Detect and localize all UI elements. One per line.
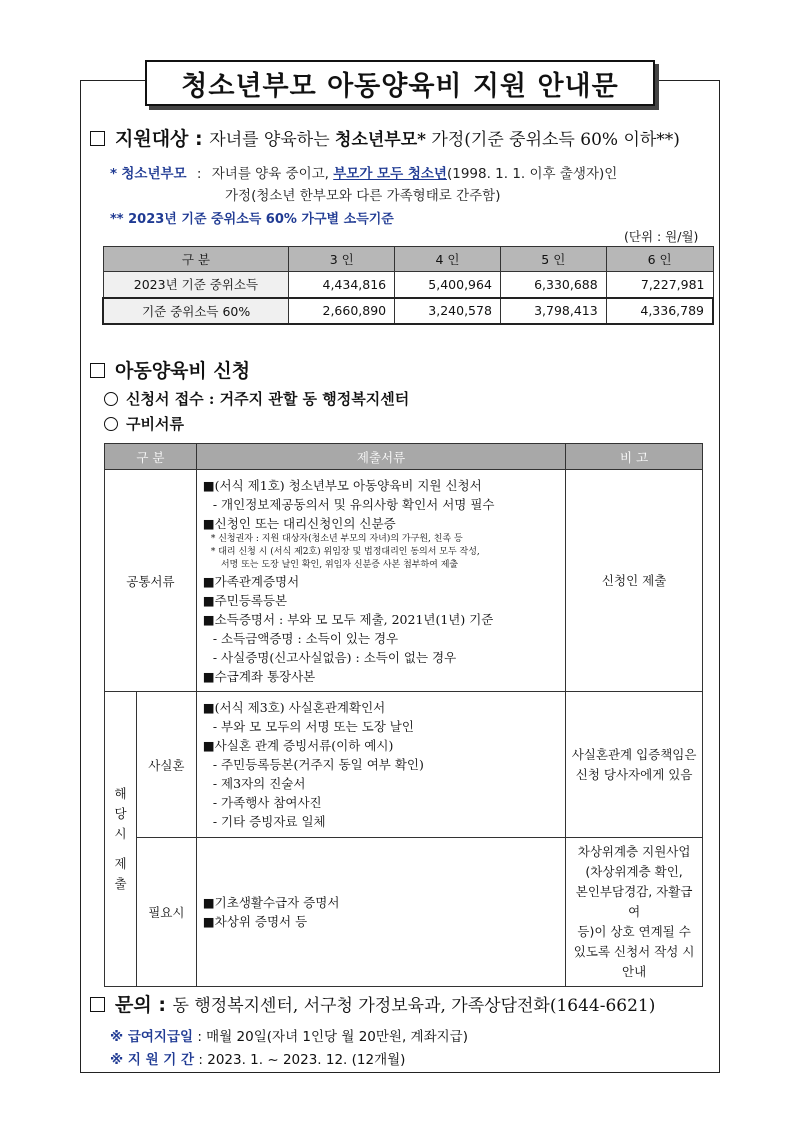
remark-needed: 차상위계층 지원사업 (차상위계층 확인, 본인부담경감, 자활급여 등)이 상호 연계될 수 있도록 신청서 작성 시 안내	[566, 838, 703, 987]
row-label: 2023년 기준 중위소득	[103, 272, 289, 298]
doc-line: ■주민등록등본	[202, 592, 288, 608]
unit-label: (단위 : 원/월)	[624, 229, 699, 244]
doc-line: - 기타 증빙자료 일체	[212, 814, 326, 829]
support-period: ※ 지 원 기 간 : 2023. 1. ~ 2023. 12. (12개월)	[110, 1052, 406, 1068]
value-cell: 5,400,964	[395, 272, 501, 298]
documents-table-header	[105, 444, 703, 470]
doc-note: * 신청권자 : 지원 대상자(청소년 부모의 자녀)의 가구원, 친족 등	[210, 533, 463, 544]
target-heading: 지원대상 :	[115, 128, 203, 150]
doc-line: - 가족행사 참여사진	[212, 795, 322, 810]
doc-line: ■(서식 제3호) 사실혼관계확인서	[202, 700, 386, 715]
apply-section-heading	[90, 356, 250, 383]
row-label: 기준 중위소득 60%	[103, 298, 289, 324]
checkbox-square-icon	[90, 997, 105, 1012]
table-row	[105, 470, 703, 692]
income-table	[102, 246, 714, 325]
note-youth-parent: * 청소년부모 : 자녀를 양육 중이고, 부모가 모두 청소년(1998. 1. 1. 이후 출생자)인	[110, 166, 618, 182]
value-cell: 2,660,890	[289, 298, 395, 324]
doc-line: ■(서식 제1호) 청소년부모 아동양육비 지원 신청서	[202, 477, 482, 493]
checkbox-square-icon	[90, 131, 105, 146]
defacto-documents	[196, 692, 565, 838]
category-needed: 필요시	[136, 838, 196, 987]
doc-line: - 부와 모 모두의 서명 또는 도장 날인	[212, 719, 414, 734]
doc-line: ■수급계좌 통장사본	[202, 668, 316, 684]
value-cell: 6,330,688	[500, 272, 606, 298]
inquiry-text: 동 행정복지센터, 서구청 가정보육과, 가족상담전화(1644-6621)	[172, 996, 656, 1016]
checkbox-square-icon	[90, 363, 105, 378]
value-cell: 4,434,816	[289, 272, 395, 298]
header-cell: 4 인	[395, 247, 501, 272]
category-conditional: 해 당 시 제 출	[105, 692, 137, 987]
value-cell: 3,798,413	[500, 298, 606, 324]
doc-line: - 개인정보제공동의서 및 유의사항 확인서 서명 필수	[212, 496, 495, 512]
category-defacto: 사실혼	[136, 692, 196, 838]
header-cell: 구 분	[103, 247, 289, 272]
table-row	[103, 272, 713, 298]
payment-date: ※ 급여지급일 : 매월 20일(자녀 1인당 월 20만원, 계좌지급)	[110, 1029, 468, 1045]
header-cell: 6 인	[606, 247, 713, 272]
note-income-standard: ** 2023년 기준 중위소득 60% 가구별 소득기준	[110, 212, 394, 227]
document-title: 청소년부모 아동양육비 지원 안내문	[145, 60, 655, 106]
doc-note: * 대리 신청 시 (서식 제2호) 위임장 및 법정대리인 동의서 모두 작성,	[210, 546, 480, 557]
documents-table	[104, 443, 703, 987]
doc-line: - 주민등록등본(거주지 동일 여부 확인)	[212, 757, 424, 772]
category-common: 공통서류	[105, 470, 197, 692]
target-description: 자녀를 양육하는 청소년부모* 가정(기준 중위소득 60% 이하**)	[209, 130, 680, 150]
apply-heading: 아동양육비 신청	[115, 360, 251, 382]
circle-bullet-icon	[104, 392, 118, 406]
inquiry-heading: 문의 :	[115, 994, 166, 1016]
circle-bullet-icon	[104, 417, 118, 431]
remark-common: 신청인 제출	[566, 470, 703, 692]
needed-documents	[196, 838, 565, 987]
value-cell: 4,336,789	[606, 298, 713, 324]
apply-item-documents: 구비서류	[104, 413, 184, 434]
doc-line: ■신청인 또는 대리신청인의 신분증	[202, 515, 396, 531]
header-cell: 제출서류	[196, 444, 565, 470]
inquiry-section-heading	[90, 990, 655, 1017]
doc-line: - 사실증명(신고사실없음) : 소득이 없는 경우	[212, 649, 457, 665]
remark-defacto: 사실혼관계 입증책임은 신청 당사자에게 있음	[566, 692, 703, 838]
table-row	[103, 298, 713, 324]
doc-line: - 소득금액증명 : 소득이 있는 경우	[212, 630, 399, 646]
doc-line: - 제3자의 진술서	[212, 776, 306, 791]
doc-line: ■차상위 증명서 등	[202, 914, 308, 929]
table-row	[105, 838, 703, 987]
table-row	[105, 692, 703, 838]
income-table-header	[103, 247, 713, 272]
value-cell: 7,227,981	[606, 272, 713, 298]
header-cell: 3 인	[289, 247, 395, 272]
value-cell: 3,240,578	[395, 298, 501, 324]
doc-line: ■가족관계증명서	[202, 573, 300, 589]
header-cell: 5 인	[500, 247, 606, 272]
common-documents	[196, 470, 565, 692]
apply-item-reception: 신청서 접수 : 거주지 관할 동 행정복지센터	[104, 388, 409, 409]
doc-note: 서명 또는 도장 날인 확인, 위임자 신분증 사본 첨부하여 제출	[220, 559, 459, 570]
doc-line: ■기초생활수급자 증명서	[202, 895, 340, 910]
target-section-heading	[90, 124, 680, 151]
doc-line: ■사실혼 관계 증빙서류(이하 예시)	[202, 738, 394, 753]
doc-line: ■소득증명서 : 부와 모 모두 제출, 2021년(1년) 기준	[202, 611, 494, 627]
header-cell: 구 분	[105, 444, 197, 470]
note-youth-parent-line2: 가정(청소년 한부모와 다른 가족형태로 간주함)	[225, 188, 501, 204]
header-cell: 비 고	[566, 444, 703, 470]
